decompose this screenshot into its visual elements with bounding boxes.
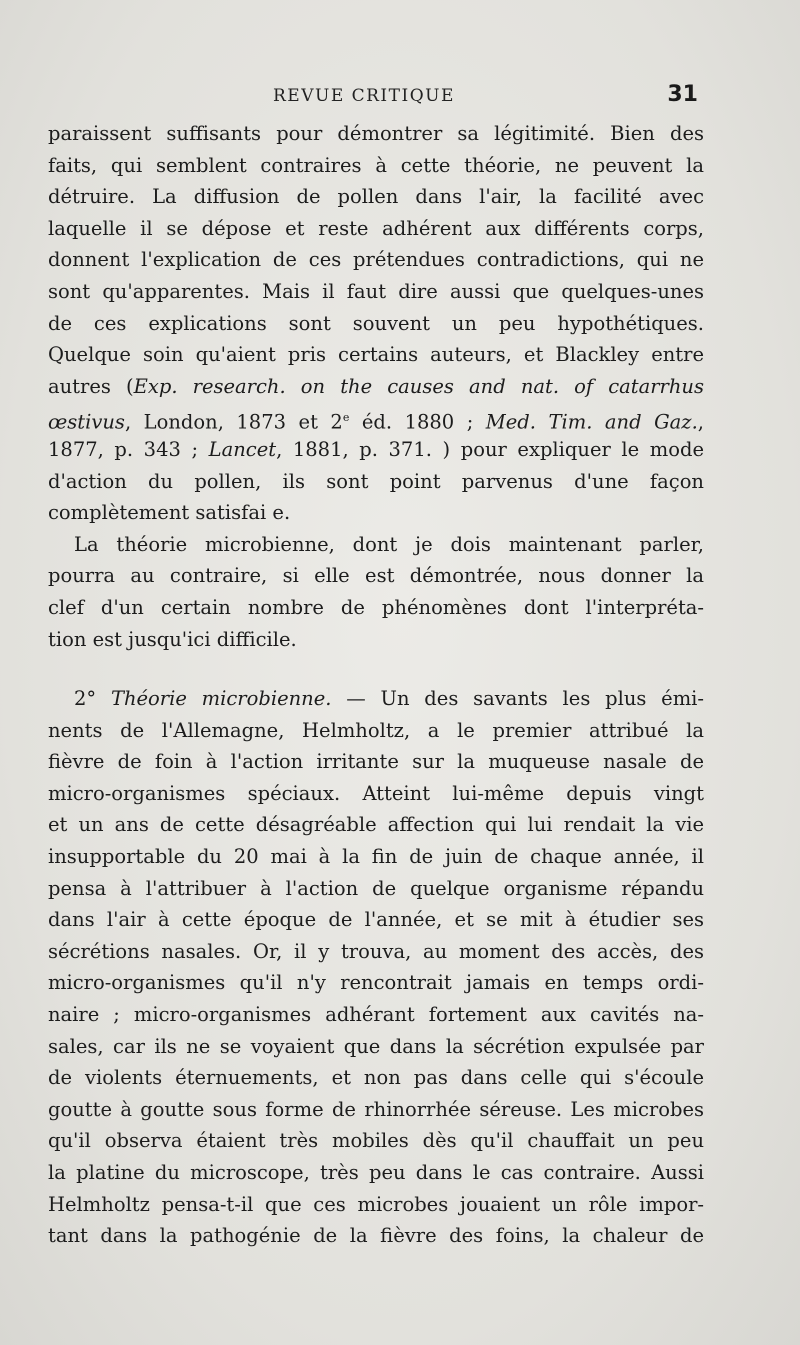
paragraph [48, 118, 704, 529]
text-line: complètement satisfai e. [48, 501, 291, 525]
text-line: dans l'air à cette époque de l'année, et se mit à étudier ses [48, 908, 704, 932]
text-line: de violents éternuements, et non pas dans celle qui s'écoule [48, 1066, 704, 1090]
text-line: laquelle il se dépose et reste adhérent aux différents corps, [48, 216, 704, 240]
text-line: micro-organismes qu'il n'y rencontrait jamais en temps ordi- [48, 971, 704, 995]
text-line: micro-organismes spéciaux. Atteint lui-même depuis vingt [48, 781, 704, 805]
section-heading-line: 2° Théorie microbienne. — Un des savants les plus émi- [74, 687, 704, 711]
text-line: paraissent suffisants pour démontrer sa légitimité. Bien des [48, 122, 704, 145]
text-line: d'action du pollen, ils sont point parvenus d'une façon [48, 469, 704, 493]
text-line: goutte à goutte sous forme de rhinorrhée séreuse. Les microbes [48, 1097, 704, 1121]
text-line: détruire. La diffusion de pollen dans l'air, la facilité avec [48, 185, 704, 209]
body-text [48, 118, 704, 1252]
section-gap [48, 655, 704, 683]
running-title: REVUE CRITIQUE [273, 86, 455, 106]
page-header [48, 82, 700, 112]
text-line: de ces explications sont souvent un peu hypothétiques. [48, 311, 704, 335]
text-line: nents de l'Allemagne, Helmholtz, a le premier attribué la [48, 718, 704, 742]
text-line: naire ; micro-organismes adhérant fortement aux cavités na- [48, 1003, 704, 1027]
text-line: 1877, p. 343 ; Lancet, 1881, p. 371. ) pour expliquer le mode [48, 437, 704, 461]
text-line: clef d'un certain nombre de phénomènes dont l'interpréta- [48, 595, 704, 619]
page-number: 31 [667, 82, 698, 107]
paragraph [48, 683, 704, 1252]
text-line: œstivus, London, 1873 et 2e éd. 1880 ; Med. Tim. and Gaz., [48, 410, 704, 434]
text-line: Helmholtz pensa-t-il que ces microbes jouaient un rôle impor- [48, 1192, 704, 1216]
text-line: et un ans de cette désagréable affection qui lui rendait la vie [48, 813, 704, 837]
text-line: sont qu'apparentes. Mais il faut dire aussi que quelques-unes [48, 279, 704, 303]
text-line: qu'il observa étaient très mobiles dès qu'il chauffait un peu [48, 1129, 704, 1153]
paragraph [48, 529, 704, 655]
text-line: pensa à l'attribuer à l'action de quelque organisme répandu [48, 876, 704, 900]
text-line: autres (Exp. research. on the causes and nat. of catarrhus [48, 374, 704, 398]
text-line: fièvre de foin à l'action irritante sur la muqueuse nasale de [48, 750, 704, 774]
text-line: tant dans la pathogénie de la fièvre des foins, la chaleur de [48, 1224, 704, 1248]
text-line: insupportable du 20 mai à la fin de juin de chaque année, il [48, 845, 704, 869]
text-line: pourra au contraire, si elle est démontrée, nous donner la [48, 564, 704, 588]
text-line: sécrétions nasales. Or, il y trouva, au moment des accès, des [48, 939, 704, 963]
text-line: faits, qui semblent contraires à cette théorie, ne peuvent la [48, 153, 704, 177]
text-line: Quelque soin qu'aient pris certains auteurs, et Blackley entre [48, 343, 704, 367]
text-line: donnent l'explication de ces prétendues contradictions, qui ne [48, 248, 704, 272]
text-line: La théorie microbienne, dont je dois maintenant parler, [74, 532, 704, 556]
text-line: la platine du microscope, très peu dans le cas contraire. Aussi [48, 1161, 704, 1184]
text-line: sales, car ils ne se voyaient que dans la sécrétion expulsée par [48, 1034, 704, 1058]
text-line: tion est jusqu'ici difficile. [48, 627, 297, 651]
